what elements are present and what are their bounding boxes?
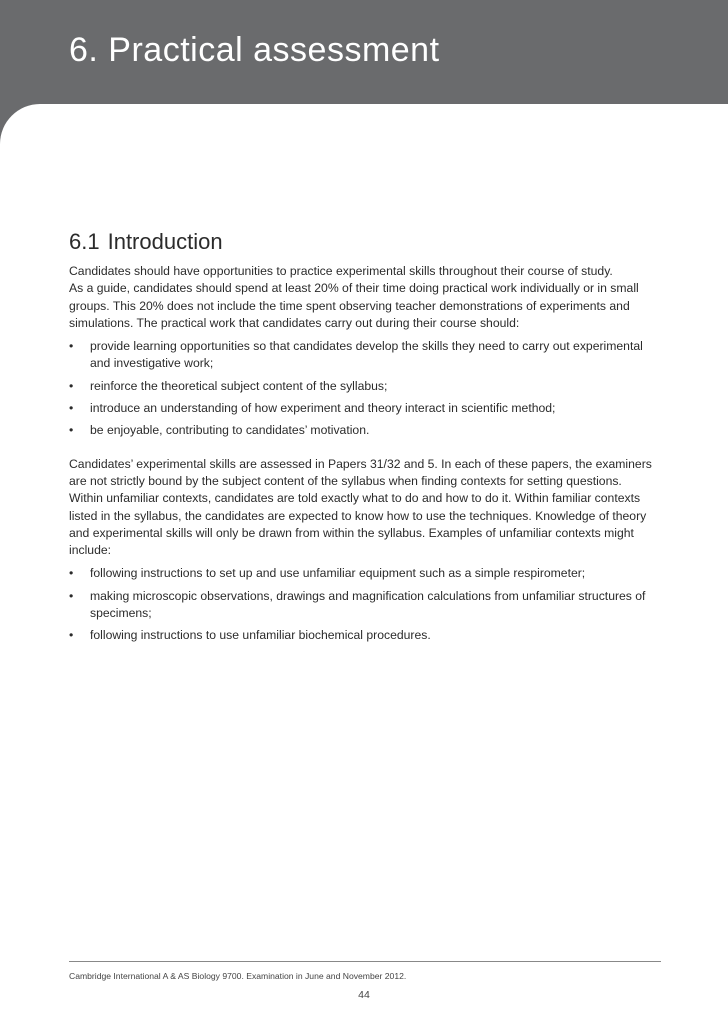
main-content <box>69 228 661 650</box>
list-item <box>69 565 661 582</box>
paragraph-line: include: <box>69 543 112 558</box>
list-item-text: reinforce the theoretical subject content of the syllabus; <box>90 378 388 393</box>
list-item <box>69 627 661 644</box>
bullet-icon: • <box>69 628 74 643</box>
footer-text: Cambridge International A & AS Biology 9700. Examination in June and November 2012. <box>69 971 407 981</box>
list-item-text: following instructions to use unfamiliar biochemical procedures. <box>90 628 431 643</box>
paragraph-line: groups. This 20% does not include the time spent observing teacher demonstrations of experiments and <box>69 298 630 313</box>
header-band <box>0 0 728 104</box>
paragraph-line: Within unfamiliar contexts, candidates are told exactly what to do and how to do it. Within familiar contexts <box>69 491 641 506</box>
list-item <box>69 422 661 439</box>
list-item <box>69 588 661 623</box>
paragraph-line: As a guide, candidates should spend at least 20% of their time doing practical work individually or in small <box>69 281 639 296</box>
list-item-text: introduce an understanding of how experiment and theory interact in scientific method; <box>90 401 556 416</box>
paragraph-line: listed in the syllabus, the candidates are expected to know how to use the techniques. Knowledge of theory <box>69 508 647 523</box>
list-item <box>69 338 661 373</box>
bullet-icon: • <box>69 401 74 416</box>
unfamiliar-contexts-list <box>69 565 661 644</box>
page-number: 44 <box>358 989 370 1001</box>
assessment-paragraph <box>69 456 661 560</box>
bullet-icon: • <box>69 378 74 393</box>
section-title: Introduction <box>107 229 223 254</box>
bullet-icon: • <box>69 423 74 438</box>
bullet-icon: • <box>69 566 74 581</box>
section-heading <box>69 228 661 256</box>
course-aims-list <box>69 338 661 439</box>
paragraph-line: Candidates’ experimental skills are assessed in Papers 31/32 and 5. In each of these papers, the examiners <box>69 456 652 471</box>
paragraph-spacer <box>69 445 661 456</box>
list-item-text: following instructions to set up and use unfamiliar equipment such as a simple respirometer; <box>90 566 586 581</box>
paragraph-line: Candidates should have opportunities to practice experimental skills throughout their course of study. <box>69 264 613 278</box>
list-item-text: be enjoyable, contributing to candidates’ motivation. <box>90 423 370 438</box>
header-curve-decoration <box>0 104 40 144</box>
footer-divider <box>69 961 661 962</box>
section-number: 6.1 <box>69 229 100 254</box>
bullet-icon: • <box>69 339 74 354</box>
paragraph-line: simulations. The practical work that candidates carry out during their course should: <box>69 315 520 330</box>
list-item <box>69 400 661 417</box>
list-item <box>69 378 661 395</box>
paragraph-line: and experimental skills will only be drawn from within the syllabus. Examples of unfamiliar contexts might <box>69 525 634 540</box>
bullet-icon: • <box>69 588 74 603</box>
paragraph-line: are not strictly bound by the subject content of the syllabus when finding contexts for setting questions. <box>69 473 622 488</box>
chapter-title: 6. Practical assessment <box>69 31 440 69</box>
list-item-text: making microscopic observations, drawings and magnification calculations from unfamiliar structures of specimens; <box>90 588 646 621</box>
list-item-text: provide learning opportunities so that candidates develop the skills they need to carry out experimental and investigative work; <box>90 339 643 371</box>
intro-paragraph <box>69 263 661 332</box>
